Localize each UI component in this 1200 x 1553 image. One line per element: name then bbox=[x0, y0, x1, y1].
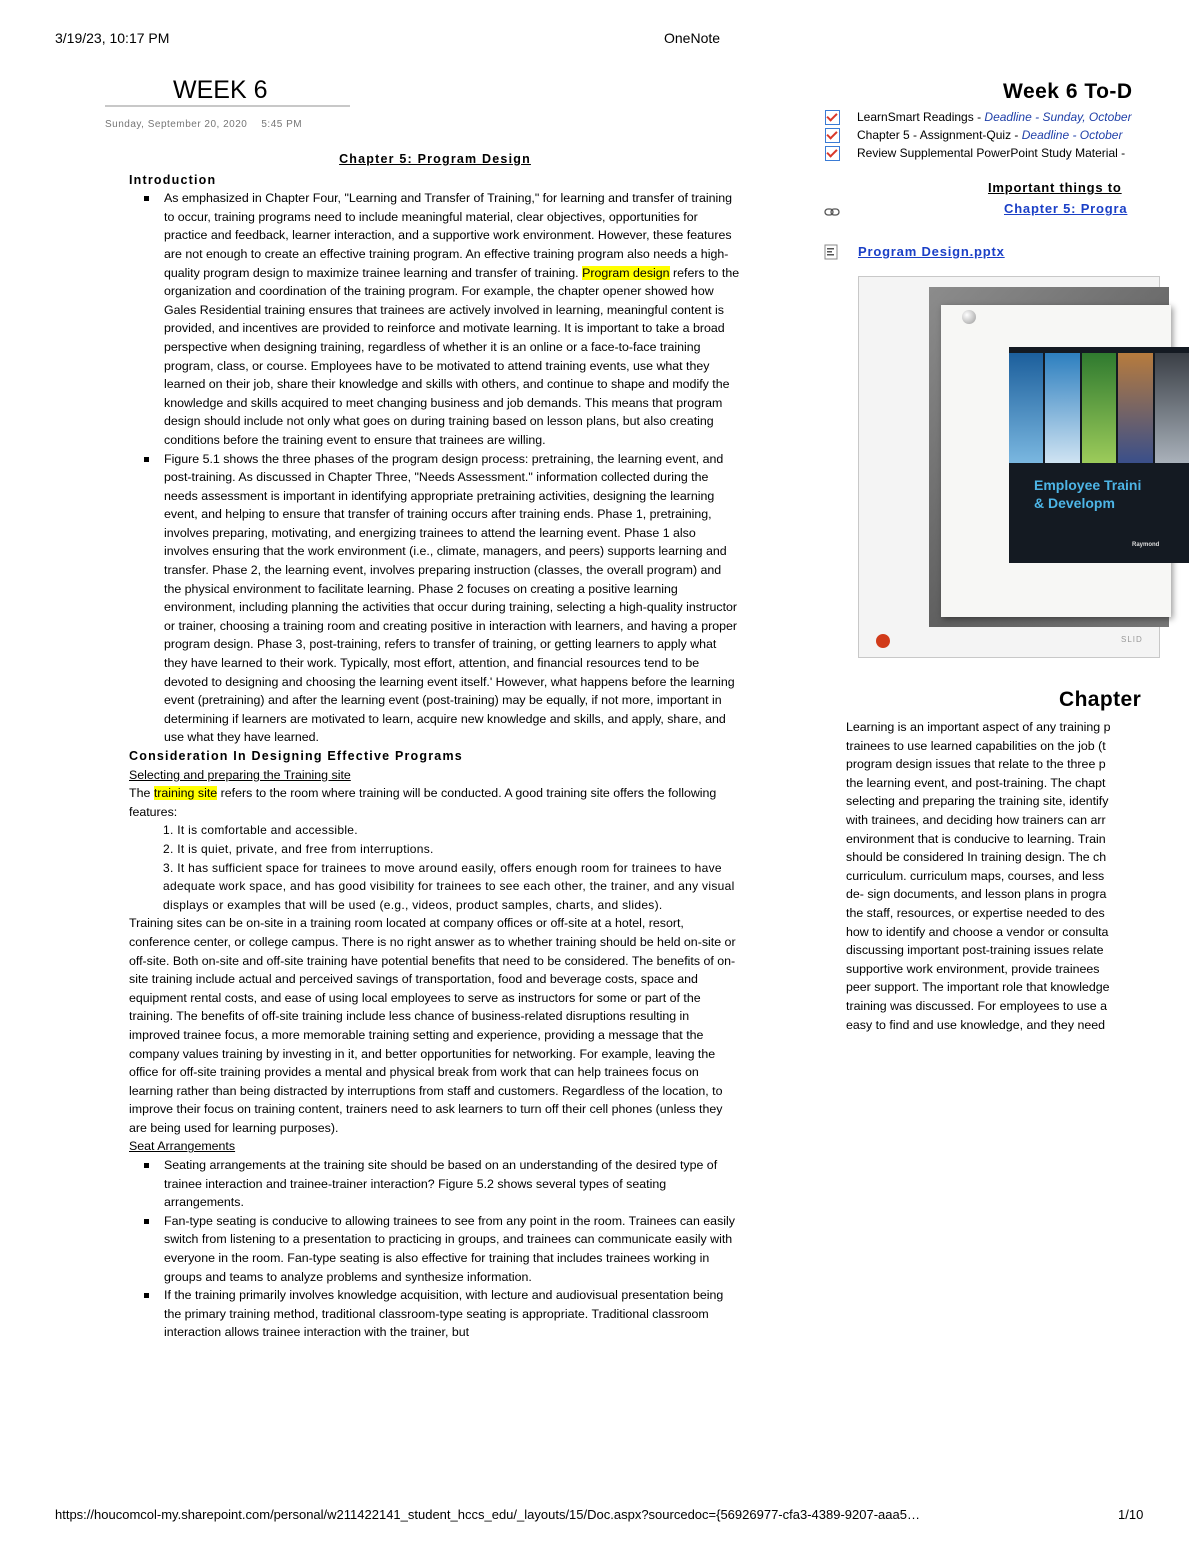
summary-line: Learning is an important aspect of any training p bbox=[846, 720, 1111, 734]
photo-tile bbox=[1155, 353, 1189, 463]
feature-item: 1. It is comfortable and accessible. bbox=[163, 823, 358, 838]
link-icon-svg bbox=[824, 206, 840, 218]
print-url: https://houcomcol-my.sharepoint.com/personal/w211422141_student_hccs_edu/_layouts/15/Doc.aspx?sourcedoc={56926977-cfa3-4389-9207-aaa5… bbox=[55, 1507, 920, 1522]
slide-counter-label: SLID bbox=[1121, 635, 1143, 644]
summary-line: the staff, resources, or expertise needed to des bbox=[846, 905, 1105, 920]
todo-text: LearnSmart Readings - bbox=[857, 110, 982, 124]
photo-tile bbox=[1082, 353, 1116, 463]
photo-tile bbox=[1118, 353, 1152, 463]
site-text-b: refers to the room where training will be conducted. A good training site offers the following features: bbox=[129, 786, 717, 819]
link-icon bbox=[824, 205, 840, 221]
intro-bullet bbox=[164, 189, 741, 449]
seat-bullet: If the training primarily involves knowledge acquisition, with lecture and audiovisual presentation being the primary training method, traditional classroom-type seating is appropriate. Traditional classroom interaction allows trainee interaction with the trainer, but bbox=[164, 1286, 741, 1342]
todo-item bbox=[825, 108, 1155, 126]
todo-item bbox=[825, 144, 1155, 162]
site-text-a: The bbox=[129, 786, 151, 801]
summary-line: training was discussed. For employees to use a bbox=[846, 998, 1108, 1013]
highlight-training-site: training site bbox=[153, 786, 218, 801]
todo-text: Review Supplemental PowerPoint Study Material - bbox=[857, 146, 1126, 160]
chapter-5-link[interactable]: Chapter 5: Progra bbox=[1004, 201, 1128, 216]
summary-line: peer support. The important role that knowledge bbox=[846, 980, 1110, 995]
photo-tile bbox=[1009, 353, 1043, 463]
summary-line: environment that is conducive to learning. Train bbox=[846, 831, 1106, 846]
summary-line: easy to find and use knowledge, and they need bbox=[846, 1017, 1106, 1032]
notes-column[interactable] bbox=[129, 150, 741, 1342]
page-time: 5:45 PM bbox=[261, 119, 303, 130]
summary-line: supportive work environment, provide trainees bbox=[846, 961, 1100, 976]
intro-bullet: Figure 5.1 shows the three phases of the program design process: pretraining, the learning event, and post-training. As discussed in Chapter Three, "Needs Assessment." information collected during the needs assessment is important in identifying appropriate pretraining activities, designing the learning event, and helping to ensure that transfer of training occurs after training ends. Phase 1, pretraining, involves preparing, motivating, and energizing trainees to attend the learning event. Phase 1 also involves ensuring that the work environment (i.e., climate, managers, and peers) supports learning and transfer. Phase 2, the learning event, involves preparing instruction (classes, the overall program) and the physical environment to facilitate learning. Phase 2 focuses on creating a positive learning environment, including planning the activities that occur during training, selecting a high-quality instructor or trainer, choosing a training room and creating positive in interaction with learners, and having a proper program design. Phase 3, post-training, refers to transfer of training, or getting learners to apply what they have learned to their work. Typically, most effort, attention, and financial resources tend to be devoted to designing and choosing the learning event itself.' However, what happens before the learning event (pretraining) and after the learning event (post-training) may be equally, if not more, important in determining if learners are motivated to learn, acquire new knowledge and skills, and apply, share, and use what they have learned. bbox=[164, 450, 741, 748]
slide-photo-strip bbox=[1009, 353, 1189, 463]
summary-line: how to identify and choose a vendor or consulta bbox=[846, 924, 1109, 939]
title-divider bbox=[105, 105, 350, 107]
todo-title: Week 6 To-D bbox=[1003, 80, 1133, 103]
checkbox-checked-icon[interactable] bbox=[825, 128, 840, 143]
slide-author: Raymond bbox=[1132, 542, 1160, 548]
todo-text: Chapter 5 - Assignment-Quiz - bbox=[857, 128, 1019, 142]
summary-line: should be considered In training design. The ch bbox=[846, 850, 1107, 865]
intro-bullet-list bbox=[129, 189, 741, 747]
important-label: Important things to bbox=[988, 180, 1122, 195]
photo-tile bbox=[1045, 353, 1079, 463]
feature-item: 3. It has sufficient space for trainees to move around easily, offers enough room for trainees to have adequate work space, and has good visibility for trainees to see each other, the trainer, and any visual displays or examples that will be used (e.g., videos, product samples, charts, and slides). bbox=[163, 860, 735, 912]
pptx-file-link[interactable]: Program Design.pptx bbox=[858, 244, 1005, 259]
slide-title-line: & Developm bbox=[1034, 495, 1115, 511]
todo-deadline: Deadline - October bbox=[1021, 128, 1123, 142]
todo-item bbox=[825, 126, 1155, 144]
summary-line: with trainees, and deciding how trainers can arr bbox=[846, 812, 1106, 827]
todo-list bbox=[825, 108, 1155, 162]
intro-heading: Introduction bbox=[129, 172, 217, 187]
summary-text bbox=[846, 718, 1186, 1034]
checkbox-checked-icon[interactable] bbox=[825, 110, 840, 125]
right-column bbox=[820, 80, 1160, 1040]
seat-bullet-list bbox=[129, 1156, 741, 1342]
seat-bullet: Seating arrangements at the training site should be based on an understanding of the desired type of trainee interaction and trainee-trainer interaction? Figure 5.2 shows several types of seating arrangements. bbox=[164, 1156, 741, 1212]
checkbox-checked-icon[interactable] bbox=[825, 146, 840, 161]
summary-line: discussing important post-training issues relate bbox=[846, 943, 1104, 958]
summary-line: de- sign documents, and lesson plans in progra bbox=[846, 887, 1107, 902]
summary-line: trainees to use learned capabilities on the job (t bbox=[846, 738, 1106, 753]
print-page-count: 1/10 bbox=[1118, 1507, 1144, 1522]
page-date: Sunday, September 20, 2020 bbox=[105, 119, 248, 130]
page-dateline bbox=[105, 119, 302, 130]
features-list bbox=[129, 821, 741, 914]
powerpoint-icon bbox=[876, 634, 890, 648]
intro-text-a: As emphasized in Chapter Four, "Learning and Transfer of Training," for learning and transfer of training to occur, training programs need to include meaningful material, clear objectives, opportunities for practice and feedback, learner interaction, and a supportive work environment. However, these features are not enough to create an effective training program. An effective training program also needs a high-quality program design to maximize trainee learning and transfer of training. bbox=[164, 191, 733, 280]
summary-line: selecting and preparing the training site, identify bbox=[846, 794, 1109, 809]
page-title[interactable]: WEEK 6 bbox=[173, 76, 268, 104]
print-app-name: OneNote bbox=[664, 30, 721, 46]
intro-text-b: refers to the organization and coordination of the training program. For example, the chapter opener showed how Gales Residential training ensures that trainees are actively involved in learning, meaningful content is provided, and incentives are provided to reinforce and motivate learning. It is important to take a broad perspective when designing training, regardless of whether it is an online or a face-to-face training program, class, or course. Employees have to be motivated to attend training events, use what they learned on their job, share their knowledge and skills with others, and continue to shape and modify the knowledge and skills acquired to meet changing business and job demands. This means that program design should include not only what goes on during training based on lesson plans, but also creating conditions before the training event to ensure that trainees are willing. bbox=[164, 265, 740, 447]
attachment-file-icon bbox=[824, 244, 838, 260]
pushpin-icon bbox=[962, 310, 976, 324]
site-subheading: Selecting and preparing the Training site bbox=[129, 767, 351, 782]
summary-line: curriculum. curriculum maps, courses, and less bbox=[846, 868, 1105, 883]
site-paragraph-2: Training sites can be on-site in a training room located at company offices or off-site at a hotel, resort, conference center, or college campus. There is no right answer as to whether training should be held on-site or off-site. Both on-site and off-site training have potential benefits that need to be considered. The benefits of on-site training include actual and perceived savings of transportation, food and beverage costs, space and equipment rental costs, and ease of using local employees to serve as instructors for some or part of the training. The benefits of off-site training include less chance of business-related disruptions resulting in improved trainee focus, a more memorable training setting and experience, providing a message that the company values training by investing in it, and better opportunities for networking. For example, leaving the office for off-site training provides a mental and physical break from work that can help trainees focus on learning rather than being distracted by interruptions from staff and customers. Regardless of the location, to improve their focus on training content, trainers need to ask learners to turn off their cell phones (unless they are being used for learning purposes). bbox=[129, 916, 736, 1135]
summary-line: the learning event, and post-training. The chapt bbox=[846, 775, 1106, 790]
summary-line: program design issues that relate to the three p bbox=[846, 757, 1106, 772]
seat-bullet: Fan-type seating is conducive to allowing trainees to see from any point in the room. Trainees can easily switch from listening to a presentation to practicing in groups, and trainees can communicate easily with everyone in the room. Fan-type seating is also effective for training that includes trainees working in groups and teams to analyze problems and synthesize information. bbox=[164, 1212, 741, 1286]
summary-title: Chapter bbox=[1059, 688, 1142, 711]
todo-deadline: Deadline - Sunday, October bbox=[984, 110, 1132, 124]
chapter-title: Chapter 5: Program Design bbox=[339, 152, 531, 166]
slide-preview[interactable] bbox=[858, 276, 1160, 658]
highlight-program-design: Program design bbox=[582, 265, 670, 280]
slide-title-line: Employee Traini bbox=[1034, 477, 1142, 493]
slide-title bbox=[1034, 476, 1141, 512]
consideration-heading: Consideration In Designing Effective Programs bbox=[129, 749, 463, 763]
seat-subheading: Seat Arrangements bbox=[129, 1139, 236, 1154]
feature-item: 2. It is quiet, private, and free from interruptions. bbox=[163, 841, 434, 856]
print-timestamp: 3/19/23, 10:17 PM bbox=[55, 30, 170, 46]
site-paragraph bbox=[129, 784, 741, 821]
